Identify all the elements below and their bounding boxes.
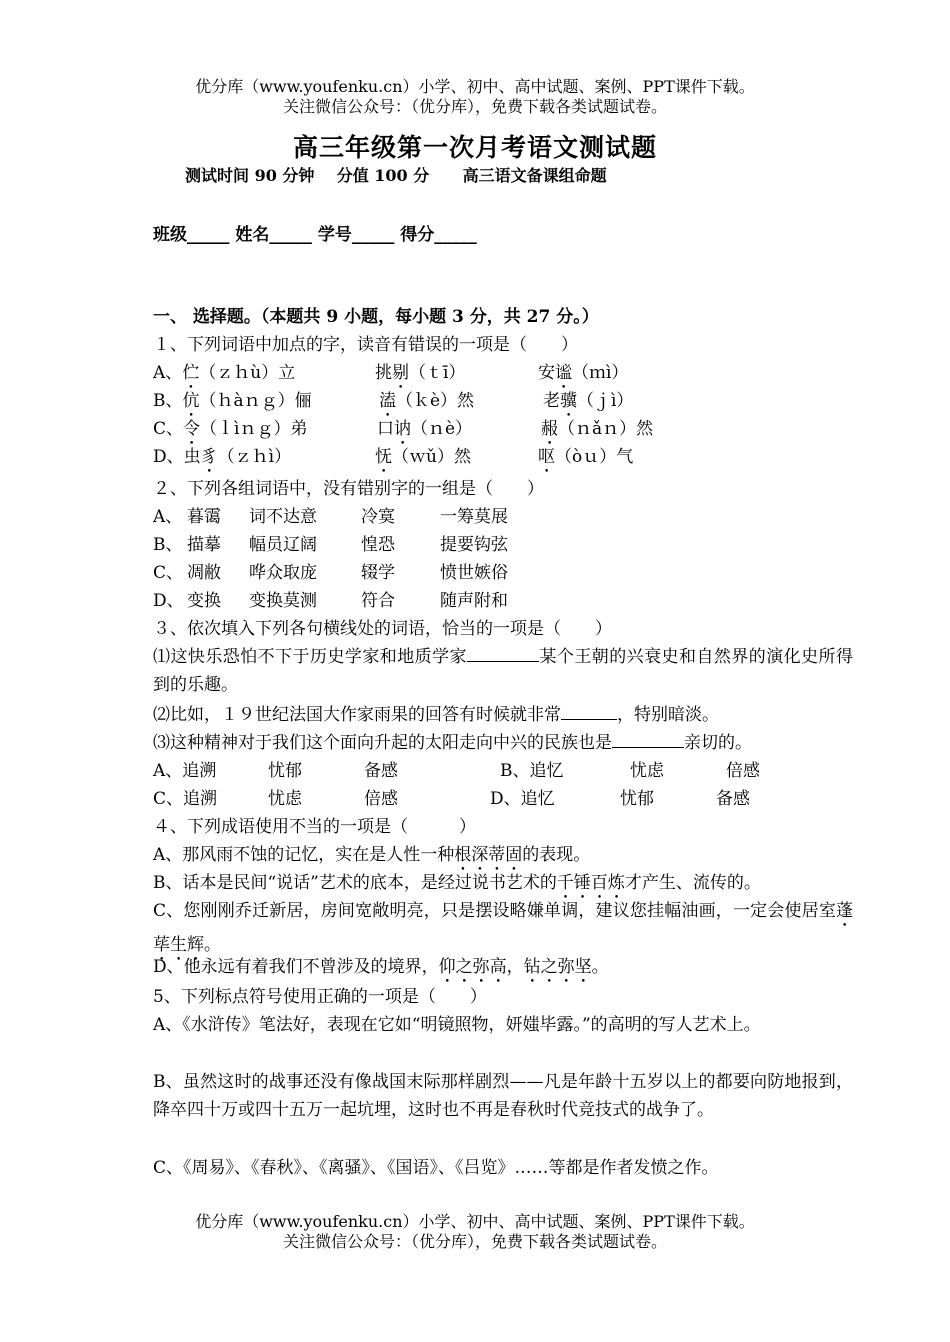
- q3-options-cd: C、追溯 忧虑 倍感 D、追忆 忧郁 备感: [153, 789, 750, 809]
- q3-sentence-2: ⑵比如，１９世纪法国大作家雨果的回答有时候就非常 ，特别暗淡。: [153, 705, 719, 725]
- q1-option-a: A、伫（ｚｈù）立 挑剔（ｔī） 安谧（ｍì）: [153, 363, 629, 383]
- student-info-line: 班级_____ 姓名_____ 学号_____ 得分_____: [153, 225, 477, 245]
- q1-option-b: B、伉（ｈàｎｇ）俪 溘（ｋè）然 老骥（ｊì）: [153, 391, 634, 411]
- q1-option-d: D、虫豸（ｚｈì） 怃（ｗǔ）然 呕（òｕ）气: [153, 447, 634, 467]
- q5-option-b: B、虽然这时的战事还没有像战国末际那样剧烈——凡是年龄十五岁以上的都要向防地报到，降卒四十万或四十五万一起坑埋，这时也不再是春秋时代竞技式的战争了。: [153, 1072, 853, 1120]
- q4-option-a: A、那风雨不蚀的记忆，实在是人性一种根深蒂固的表现。: [153, 845, 591, 865]
- q2-option-c: C、 凋敝 哗众取庞 辍学 愤世嫉俗: [153, 563, 508, 583]
- q4-option-d: D、他永远有着我们不曾涉及的境界，仰之弥高，钻之弥坚。: [153, 957, 609, 977]
- q5-option-a: A、《水浒传》笔法好，表现在它如“明镜照物，妍媸毕露。”的高明的写人艺术上。: [153, 1015, 761, 1035]
- q2-option-a: A、 暮霭 词不达意 冷寞 一筹莫展: [153, 507, 508, 527]
- q2-option-b: B、 描摹 幅员辽阔 惶恐 提要钩弦: [153, 535, 508, 555]
- q1-stem: １、下列词语中加点的字，读音有错误的一项是（ ）: [153, 335, 578, 355]
- q3-sentence-1: ⑴这快乐恐怕不下于历史学家和地质学家 某个王朝的兴衰史和自然界的演化史所得到的乐趣。: [153, 647, 853, 695]
- q5-stem: 5、下列标点符号使用正确的一项是（ ）: [153, 987, 487, 1007]
- section-heading: 一、 选择题。（本题共 9 小题，每小题 3 分，共 27 分。）: [153, 307, 599, 327]
- q4-option-c: C、您刚刚乔迁新居，房间宽敞明亮，只是摆设略嫌单调，建议您挂幅油画，一定会使居室蓬荜生辉。: [153, 901, 853, 955]
- header-line-2: 关注微信公众号：（优分库），免费下载各类试题试卷。: [282, 97, 667, 116]
- q4-stem: ４、下列成语使用不当的一项是（ ）: [153, 817, 476, 837]
- page-title: 高三年级第一次月考语文测试题: [292, 133, 657, 162]
- q3-options-ab: A、追溯 忧郁 备感 B、追忆 忧虑 倍感: [153, 761, 760, 781]
- q2-option-d: D、 变换 变换莫测 符合 随声附和: [153, 591, 508, 611]
- footer-line-2: 关注微信公众号：（优分库），免费下载各类试题试卷。: [282, 1232, 667, 1251]
- exam-subtitle: 测试时间 90 分钟 分值 100 分 高三语文备课组命题: [185, 166, 607, 185]
- q2-stem: ２、下列各组词语中，没有错别字的一组是（ ）: [153, 479, 544, 499]
- q3-stem: ３、依次填入下列各句横线处的词语，恰当的一项是（ ）: [153, 619, 612, 639]
- q1-option-c: C、令（ｌìｎｇ）弟 口讷（ｎè） 赧（ｎǎｎ）然: [153, 419, 654, 439]
- q5-option-c: C、《周易》、《春秋》、《离骚》、《国语》、《吕览》……等都是作者发愤之作。: [153, 1158, 719, 1178]
- q3-sentence-3: ⑶这种精神对于我们这个面向升起的太阳走向中兴的民族也是 亲切的。: [153, 733, 752, 753]
- header-line-1: 优分库（www.youfenku.cn）小学、初中、高中试题、案例、PPT课件下载。: [195, 77, 755, 96]
- q4-option-b: B、话本是民间“说话”艺术的底本，是经过说书艺术的千锤百炼才产生、流传的。: [153, 873, 761, 893]
- footer-line-1: 优分库（www.youfenku.cn）小学、初中、高中试题、案例、PPT课件下载。: [195, 1212, 755, 1231]
